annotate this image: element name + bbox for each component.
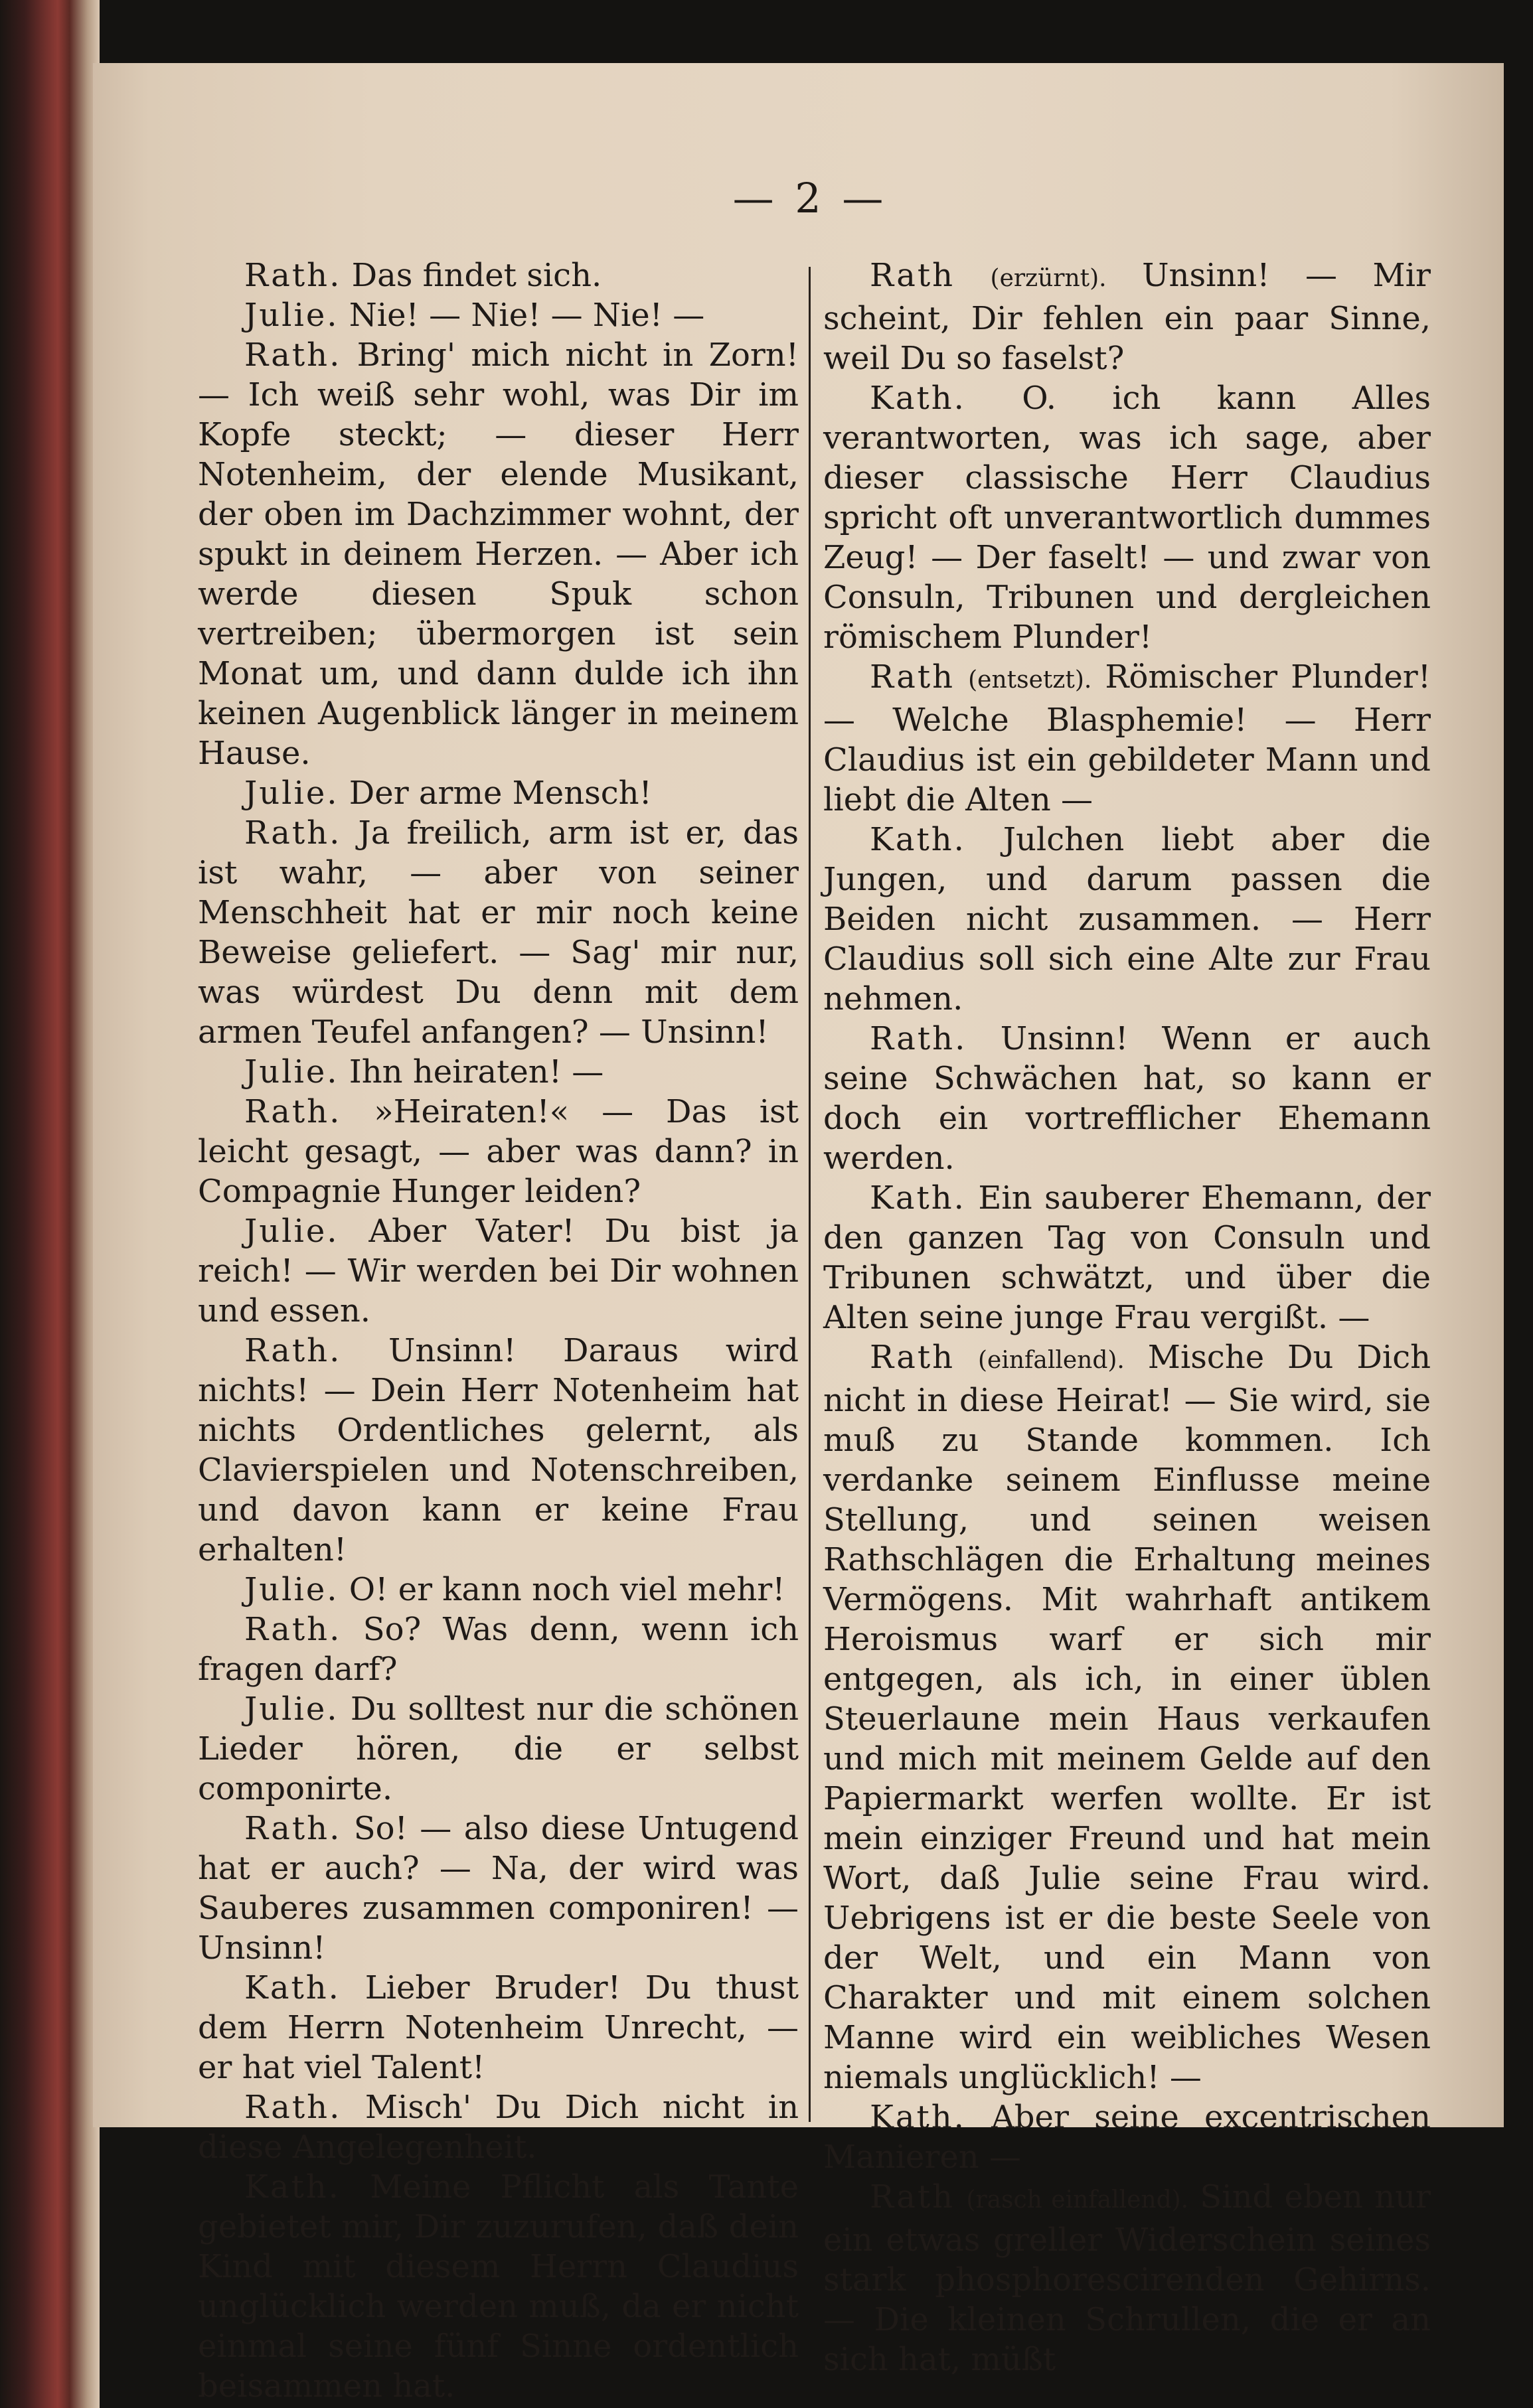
- dialogue-paragraph: [198, 1968, 799, 2087]
- dialogue-paragraph: [823, 1019, 1431, 1178]
- dialogue-text: Ihn heiraten! —: [349, 1053, 604, 1091]
- dialogue-text: O. ich kann Alles verantworten, was ich sage, aber dieser classische Herr Claudius spricht oft unverantwortlich dummes Zeug! — Der faselt! — und zwar von Consuln, Tribunen und dergleichen römischem Plunder!: [823, 380, 1431, 656]
- book-spine-edge: [0, 0, 100, 2408]
- dialogue-text: Der arme Mensch!: [349, 775, 652, 812]
- dialogue-paragraph: [198, 256, 799, 295]
- dialogue-text: Nie! — Nie! — Nie! —: [349, 297, 705, 334]
- right-column: [823, 256, 1431, 2379]
- speaker-name: Rath: [870, 658, 955, 696]
- speaker-name: Rath.: [244, 1093, 342, 1130]
- dialogue-paragraph: [823, 2177, 1431, 2379]
- dialogue-text: Das findet sich.: [351, 257, 602, 294]
- dialogue-text: Römischer Plunder! — Welche Blasphemie! — Herr Claudius ist ein gebildeter Mann und liebt die Alten —: [823, 658, 1431, 818]
- dialogue-paragraph: [198, 1211, 799, 1331]
- dialogue-text: Unsinn! Daraus wird nichts! — Dein Herr Notenheim hat nichts Ordentliches gelernt, als Clavierspielen und Notenschreiben, und davon kann er keine Frau erhalten!: [198, 1332, 799, 1568]
- speaker-name: Rath.: [244, 1810, 342, 1847]
- dialogue-paragraph: [198, 1809, 799, 1968]
- stage-direction: (entsetzt).: [968, 666, 1092, 694]
- column-divider: [809, 267, 811, 2122]
- dialogue-paragraph: [198, 1689, 799, 1809]
- dialogue-text: O! er kann noch viel mehr!: [349, 1571, 785, 1608]
- dialogue-paragraph: [198, 2167, 799, 2406]
- speaker-name: Rath.: [870, 1020, 967, 1057]
- dialogue-paragraph: [823, 2097, 1431, 2177]
- dialogue-text: Misch' Du Dich nicht in diese Angelegenheit.: [198, 2089, 799, 2166]
- dialogue-text: So! — also diese Untugend hat er auch? — Na, der wird was Sauberes zusammen componiren! — Unsinn!: [198, 1810, 799, 1967]
- speaker-name: Julie.: [244, 1571, 339, 1608]
- dialogue-text: Ja freilich, arm ist er, das ist wahr, — aber von seiner Menschheit hat er mir noch keine Beweise geliefert. — Sag' mir nur, was würdest Du denn mit dem armen Teufel anfangen? — Unsinn!: [198, 814, 799, 1051]
- dialogue-paragraph: [198, 1052, 799, 1092]
- speaker-name: Rath.: [244, 814, 342, 852]
- dialogue-text: Unsinn! Wenn er auch seine Schwächen hat, so kann er doch ein vortrefflicher Ehemann werden.: [823, 1020, 1431, 1177]
- dialogue-paragraph: [198, 295, 799, 335]
- dialogue-text: Ein sauberer Ehemann, der den ganzen Tag von Consuln und Tribunen schwätzt, und über die Alten seine junge Frau vergißt. —: [823, 1179, 1431, 1336]
- speaker-name: Julie.: [244, 1691, 339, 1728]
- dialogue-paragraph: [823, 820, 1431, 1019]
- speaker-name: Rath.: [244, 2089, 342, 2126]
- speaker-name: Kath.: [244, 2168, 341, 2206]
- speaker-name: Rath.: [244, 1332, 342, 1369]
- dialogue-paragraph: [198, 813, 799, 1052]
- speaker-name: Kath.: [870, 821, 966, 858]
- speaker-name: Kath.: [870, 2099, 966, 2136]
- dialogue-paragraph: [823, 1337, 1431, 2097]
- dialogue-paragraph: [198, 2087, 799, 2167]
- speaker-name: Rath.: [244, 1611, 342, 1648]
- dialogue-text: Julchen liebt aber die Jungen, und darum passen die Beiden nicht zusammen. — Herr Claudius soll sich eine Alte zur Frau nehmen.: [823, 821, 1431, 1017]
- dialogue-text: Aber seine excentrischen Manieren —: [823, 2099, 1431, 2176]
- dialogue-text: »Heiraten!« — Das ist leicht gesagt, — aber was dann? in Compagnie Hunger leiden?: [198, 1093, 799, 1210]
- speaker-name: Rath.: [244, 257, 342, 294]
- dialogue-paragraph: [198, 1331, 799, 1570]
- speaker-name: Julie.: [244, 297, 339, 334]
- speaker-name: Rath.: [244, 337, 342, 374]
- speaker-name: Kath.: [870, 1179, 966, 1217]
- dialogue-text: Du solltest nur die schönen Lieder hören, die er selbst componirte.: [198, 1691, 799, 1807]
- dialogue-paragraph: [823, 657, 1431, 820]
- page-number: — 2 —: [732, 174, 888, 222]
- speaker-name: Kath.: [870, 380, 966, 417]
- stage-direction: (rasch einfallend).: [966, 2186, 1189, 2214]
- dialogue-text: Lieber Bruder! Du thust dem Herrn Notenheim Unrecht, — er hat viel Talent!: [198, 1969, 799, 2086]
- dialogue-text: Sind eben nur ein etwas greller Widerschein seines stark phosphorescirenden Gehirns. — Die kleinen Schrullen, die er an sich hat, müßt: [823, 2178, 1431, 2378]
- dialogue-text: So? Was denn, wenn ich fragen darf?: [198, 1611, 799, 1688]
- dialogue-text: Bring' mich nicht in Zorn! — Ich weiß sehr wohl, was Dir im Kopfe steckt; — dieser Herr Notenheim, der elende Musikant, der oben im Dachzimmer wohnt, der spukt in deinem Herzen. — Aber ich werde diesen Spuk schon vertreiben; übermorgen ist sein Monat um, und dann dulde ich ihn keinen Augenblick länger in meinem Hause.: [198, 337, 799, 772]
- dialogue-paragraph: [823, 378, 1431, 657]
- speaker-name: Julie.: [244, 1053, 339, 1091]
- speaker-name: Rath: [870, 257, 955, 294]
- speaker-name: Julie.: [244, 775, 339, 812]
- speaker-name: Rath: [870, 1339, 955, 1376]
- dialogue-text: Meine Pflicht als Tante gebietet mir, Dir zuzurufen, daß dein Kind mit diesem Herrn Claudius unglücklich werden muß, da er nicht einmal seine fünf Sinne ordentlich beisammen hat.: [198, 2168, 799, 2405]
- stage-direction: (erzürnt).: [990, 265, 1107, 292]
- dialogue-paragraph: [198, 1092, 799, 1211]
- stage-direction: (einfallend).: [977, 1347, 1125, 1374]
- dialogue-paragraph: [823, 256, 1431, 378]
- dialogue-paragraph: [823, 1178, 1431, 1337]
- dialogue-paragraph: [198, 1610, 799, 1689]
- dialogue-text: Unsinn! — Mir scheint, Dir fehlen ein paar Sinne, weil Du so faselst?: [823, 257, 1431, 377]
- left-column: [198, 256, 799, 2406]
- dialogue-text: Aber Vater! Du bist ja reich! — Wir werden bei Dir wohnen und essen.: [198, 1213, 799, 1329]
- speaker-name: Julie.: [244, 1213, 339, 1250]
- dialogue-paragraph: [198, 335, 799, 773]
- speaker-name: Kath.: [244, 1969, 341, 2006]
- speaker-name: Rath: [870, 2178, 955, 2216]
- dialogue-paragraph: [198, 773, 799, 813]
- dialogue-paragraph: [198, 1570, 799, 1610]
- dialogue-text: Mische Du Dich nicht in diese Heirat! — Sie wird, sie muß zu Stande kommen. Ich verdanke seinem Einflusse meine Stellung, und seinen weisen Rathschlägen die Erhaltung meines Vermögens. Mit wahrhaft antikem Heroismus warf er sich mir entgegen, als ich, in einer üblen Steuerlaune mein Haus verkaufen und mich mit meinem Gelde auf den Papiermarkt werfen wollte. Er ist mein einziger Freund und hat mein Wort, daß Julie seine Frau wird. Uebrigens ist er die beste Seele von der Welt, und ein Mann von Charakter und mit einem solchen Manne wird ein weibliches Wesen niemals unglücklich! —: [823, 1339, 1431, 2096]
